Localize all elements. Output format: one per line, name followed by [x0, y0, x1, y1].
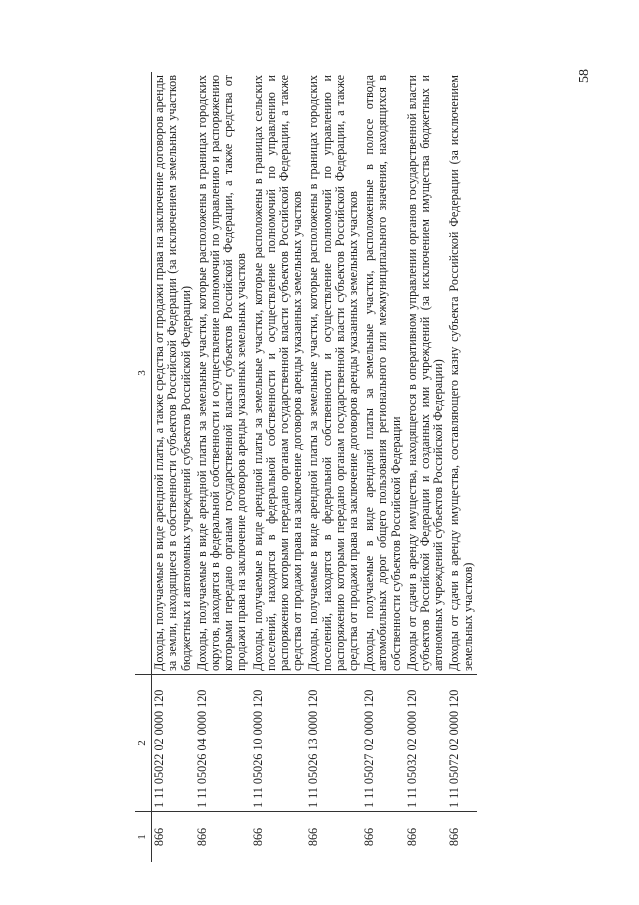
admin-code-cell: 866	[447, 812, 476, 863]
description-cell: Доходы, получаемые в виде арендной платы за земельные участки, расположенные в полосе отвода автомобильных дорог общего пользования регионального или межмуниципального значения, находящихся в собственности субъектов Российской Федерации	[362, 75, 403, 671]
table-row	[251, 72, 307, 862]
table-row	[405, 72, 448, 862]
admin-code-cell: 866	[405, 812, 448, 863]
budget-code-cell: 1 11 05026 13 0000 120	[306, 675, 362, 812]
admin-code-cell: 866	[195, 812, 251, 863]
admin-code-cell: 866	[251, 812, 307, 863]
budget-code-cell: 1 11 05072 02 0000 120	[447, 675, 476, 812]
description-cell: Доходы, получаемые в виде арендной платы, а также средства от продажи права на заключение договоров аренды за земли, находящиеся в собственности субъектов Российской Федерации (за исключением земельных участков бюджетных и автономных учреждений субъектов Российской Федерации)	[152, 75, 193, 671]
admin-code-cell: 866	[362, 812, 405, 863]
budget-code-cell: 1 11 05032 02 0000 120	[405, 675, 448, 812]
revenue-codes-table	[135, 72, 477, 862]
budget-code-cell: 1 11 05026 10 0000 120	[251, 675, 307, 812]
table-header-row	[135, 72, 152, 862]
table-row	[152, 72, 195, 862]
table-row	[195, 72, 251, 862]
admin-code-cell: 866	[152, 812, 195, 863]
rotated-table-container	[135, 72, 575, 862]
description-cell: Доходы, получаемые в виде арендной платы за земельные участки, которые расположены в границах городских поселений, находятся в федеральной собственности и осуществление полномочий по управлению и распоряжению которыми передано органам государственной власти субъектов Российской Федерации, а также средства от продажи права на заключение договоров аренды указанных земельных участков	[306, 75, 361, 671]
description-cell: Доходы от сдачи в аренду имущества, находящегося в оперативном управлении органов государственной власти субъектов Российской Федерации и созданных ими учреждений (за исключением имущества бюджетных и автономных учреждений субъектов Российской Федерации)	[404, 75, 446, 671]
table-row	[447, 72, 476, 862]
budget-code-cell: 1 11 05022 02 0000 120	[152, 675, 195, 812]
header-col-3: 3	[135, 72, 152, 675]
table-row	[362, 72, 405, 862]
table-row	[306, 72, 362, 862]
header-col-2: 2	[135, 675, 152, 812]
header-col-1: 1	[135, 812, 152, 863]
budget-code-cell: 1 11 05027 02 0000 120	[362, 675, 405, 812]
description-cell: Доходы от сдачи в аренду имущества, составляющего казну субъекта Российской Федерации (за исключением земельных участков)	[447, 75, 475, 671]
description-cell: Доходы, получаемые в виде арендной платы за земельные участки, которые расположены в границах городских округов, находятся в федеральной собственности и осуществление полномочий по управлению и распоряжению которыми передано органам государственной власти субъектов Российской Федерации, а также средства от продажи права на заключение договоров аренды указанных земельных участков	[194, 75, 249, 671]
admin-code-cell: 866	[306, 812, 362, 863]
page-number: 58	[577, 69, 592, 83]
description-cell: Доходы, получаемые в виде арендной платы за земельные участки, которые расположены в границах сельских поселений, находятся в федеральной собственности и осуществление полномочий по управлению и распоряжению которыми передано органам государственной власти субъектов Российской Федерации, а также средства от продажи права на заключение договоров аренды указанных земельных участков	[250, 75, 305, 671]
budget-code-cell: 1 11 05026 04 0000 120	[195, 675, 251, 812]
